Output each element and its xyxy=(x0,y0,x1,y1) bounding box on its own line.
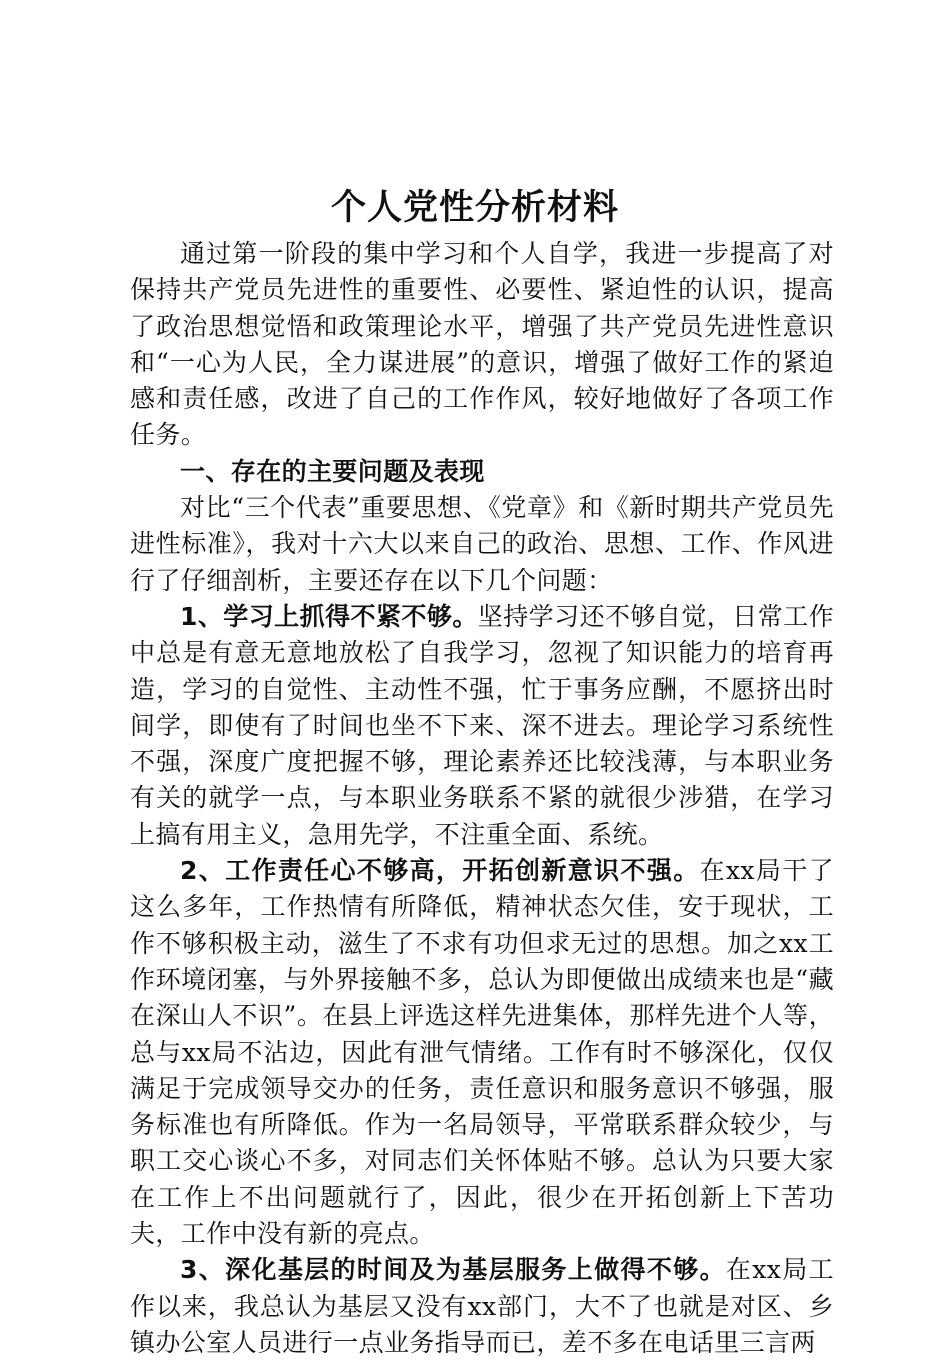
problem-item-2-title: 2、工作责任心不够高，开拓创新意识不强。 xyxy=(180,856,700,886)
section-lead-paragraph: 对比“三个代表”重要思想、《党章》和《新时期共产党员先进性标准》，我对十六大以来自己的政治、思想、工作、作风进行了仔细剖析，主要还存在以下几个问题： xyxy=(130,493,834,595)
problem-item-1-text: 坚持学习还不够自觉，日常工作中总是有意无意地放松了自我学习，忽视了知识能力的培育再造，学习的自觉性、主动性不强，忙于事务应酬，不愿挤出时间学，即使有了时间也坐不下来、深不进去。理论学习系统性不强，深度广度把握不够，理论素养还比较浅薄，与本职业务有关的就学一点，与本职业务联系不紧的就很少涉猎，在学习上搞有用主义，急用先学，不注重全面、系统。 xyxy=(130,601,835,849)
section-heading: 一、存在的主要问题及表现 xyxy=(180,456,485,486)
problem-item-3 xyxy=(130,1252,834,1361)
problem-item-2 xyxy=(130,853,834,1252)
intro-paragraph: 通过第一阶段的集中学习和个人自学，我进一步提高了对保持共产党员先进性的重要性、必要性、紧迫性的认识，提高了政治思想觉悟和政策理论水平，增强了共产党员先进性意识和“一心为人民，全力谋进展”的意识，增强了做好工作的紧迫感和责任感，改进了自己的工作作风，较好地做好了各项工作任务。 xyxy=(130,239,834,450)
problem-item-1-title: 1、学习上抓得不紧不够。 xyxy=(180,601,478,631)
problem-item-3-title: 3、深化基层的时间及为基层服务上做得不够。 xyxy=(180,1255,726,1285)
document-title: 个人党性分析材料 xyxy=(330,188,619,228)
problem-item-2-text: 在xx局干了这么多年，工作热情有所降低，精神状态欠佳，安于现状，工作不够积极主动，滋生了不求有功但求无过的思想。加之xx工作环境闭塞，与外界接触不多，总认为即便做出成绩来也是“藏在深山人不识”。在县上评选这样先进集体，那样先进个人等，总与xx局不沾边，因此有泄气情绪。工作有时不够深化，仅仅满足于完成领导交办的任务，责任意识和服务意识不够强，服务标准也有所降低。作为一名局领导，平常联系群众较少，与职工交心谈心不多，对同志们关怀体贴不够。总认为只要大家在工作上不出问题就行了，因此，很少在开拓创新上下苦功夫，工作中没有新的亮点。 xyxy=(130,856,834,1249)
problem-item-1 xyxy=(130,599,834,853)
document-body xyxy=(130,236,834,1361)
problem-item-3-text: 在xx局工作以来，我总认为基层又没有xx部门，大不了也就是对区、乡镇办公室人员进行一点业务指导而已，差不多在电话里三言两 xyxy=(130,1255,834,1357)
